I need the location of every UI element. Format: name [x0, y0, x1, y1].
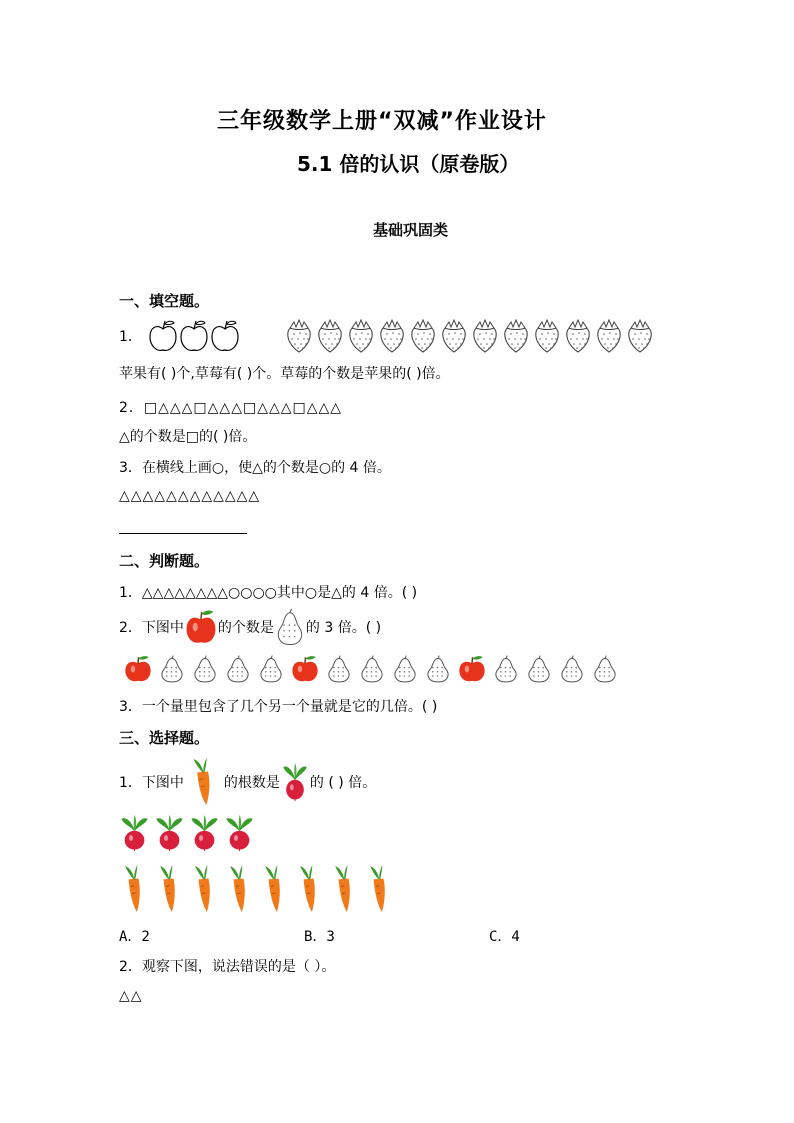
pear-icon [225, 655, 251, 683]
pear-icon [275, 608, 305, 646]
judge-q2-prefix: 2．下图中 [119, 620, 184, 636]
page-title: 三年级数学上册“双减”作业设计 [217, 109, 547, 134]
option-c[interactable]: C．4 [489, 929, 520, 945]
pear-icon [493, 655, 519, 683]
carrot-icon [157, 865, 179, 913]
page-subtitle: 5.1 倍的认识（原卷版） [297, 152, 520, 176]
strawberry-icon [408, 318, 438, 354]
pear-icon [592, 655, 618, 683]
judge-q2-line [119, 608, 381, 646]
strawberry-icon [625, 318, 655, 354]
pear-icon [258, 655, 284, 683]
judge-q1: 1．△△△△△△△△○○○○其中○是△的 4 倍。( ) [119, 585, 418, 601]
radish-icon [225, 815, 254, 851]
strawberry-icon [346, 318, 376, 354]
carrot-row [122, 865, 389, 913]
apple-outline-icon [148, 318, 178, 354]
carrot-icon [227, 865, 249, 913]
strawberry-icon [377, 318, 407, 354]
strawberry-icon [439, 318, 469, 354]
radish-row [120, 815, 254, 851]
pear-icon [425, 655, 451, 683]
section-3-heading: 三、选择题。 [119, 729, 210, 747]
strawberry-group [284, 318, 655, 354]
radish-icon [120, 815, 149, 851]
choice-q1-suffix: 的 ( ) 倍。 [309, 775, 377, 791]
strawberry-icon [470, 318, 500, 354]
pear-icon [392, 655, 418, 683]
apple-outline-icon [179, 318, 209, 354]
pear-icon [159, 655, 185, 683]
pear-icon [192, 655, 218, 683]
strawberry-icon [532, 318, 562, 354]
carrot-icon [190, 758, 214, 806]
choice-q1-prefix: 1．下图中 [119, 775, 184, 791]
q2-question: △的个数是□的( )倍。 [119, 429, 257, 445]
apple-icon [124, 655, 152, 683]
choice-q1-mid: 的根数是 [223, 775, 280, 791]
q1-fruit-row [119, 318, 655, 354]
carrot-icon [122, 865, 144, 913]
strawberry-icon [501, 318, 531, 354]
strawberry-icon [563, 318, 593, 354]
choice-q2: 2．观察下图，说法错误的是（ ）。 [119, 959, 336, 975]
option-b[interactable]: B．3 [304, 929, 335, 945]
apple-outline-group [148, 318, 240, 354]
carrot-icon [332, 865, 354, 913]
q1-question: 苹果有( )个,草莓有( )个。草莓的个数是苹果的( )倍。 [119, 366, 450, 382]
choice-q2-shapes: △△ [119, 988, 143, 1004]
pear-icon [526, 655, 552, 683]
apple-outline-icon [210, 318, 240, 354]
category-label: 基础巩固类 [373, 221, 449, 239]
apple-icon [291, 655, 319, 683]
q3-triangles: △△△△△△△△△△△△ [119, 488, 261, 504]
radish-icon [190, 815, 219, 851]
carrot-icon [367, 865, 389, 913]
apple-pear-row [124, 655, 618, 683]
apple-icon [185, 609, 217, 645]
choice-q1-line [119, 758, 376, 806]
q1-number: 1． [119, 329, 142, 345]
judge-q3: 3．一个量里包含了几个另一个量就是它的几倍。( ) [119, 699, 438, 715]
radish-icon [282, 763, 308, 801]
strawberry-icon [315, 318, 345, 354]
judge-q2-mid: 的个数是 [217, 620, 274, 636]
q3-question: 3．在横线上画○，使△的个数是○的 4 倍。 [119, 460, 391, 476]
pear-icon [359, 655, 385, 683]
pear-icon [326, 655, 352, 683]
option-a[interactable]: A．2 [119, 929, 150, 945]
carrot-icon [297, 865, 319, 913]
q2-shape-line: 2．□△△△□△△△□△△△□△△△ [119, 400, 343, 416]
section-1-heading: 一、填空题。 [119, 292, 210, 310]
judge-q2-suffix: 的 3 倍。( ) [305, 620, 382, 636]
strawberry-icon [594, 318, 624, 354]
carrot-icon [192, 865, 214, 913]
pear-icon [559, 655, 585, 683]
carrot-icon [262, 865, 284, 913]
section-2-heading: 二、判断题。 [119, 552, 210, 570]
radish-icon [155, 815, 184, 851]
q3-answer-line[interactable] [119, 533, 247, 534]
apple-icon [458, 655, 486, 683]
strawberry-icon [284, 318, 314, 354]
